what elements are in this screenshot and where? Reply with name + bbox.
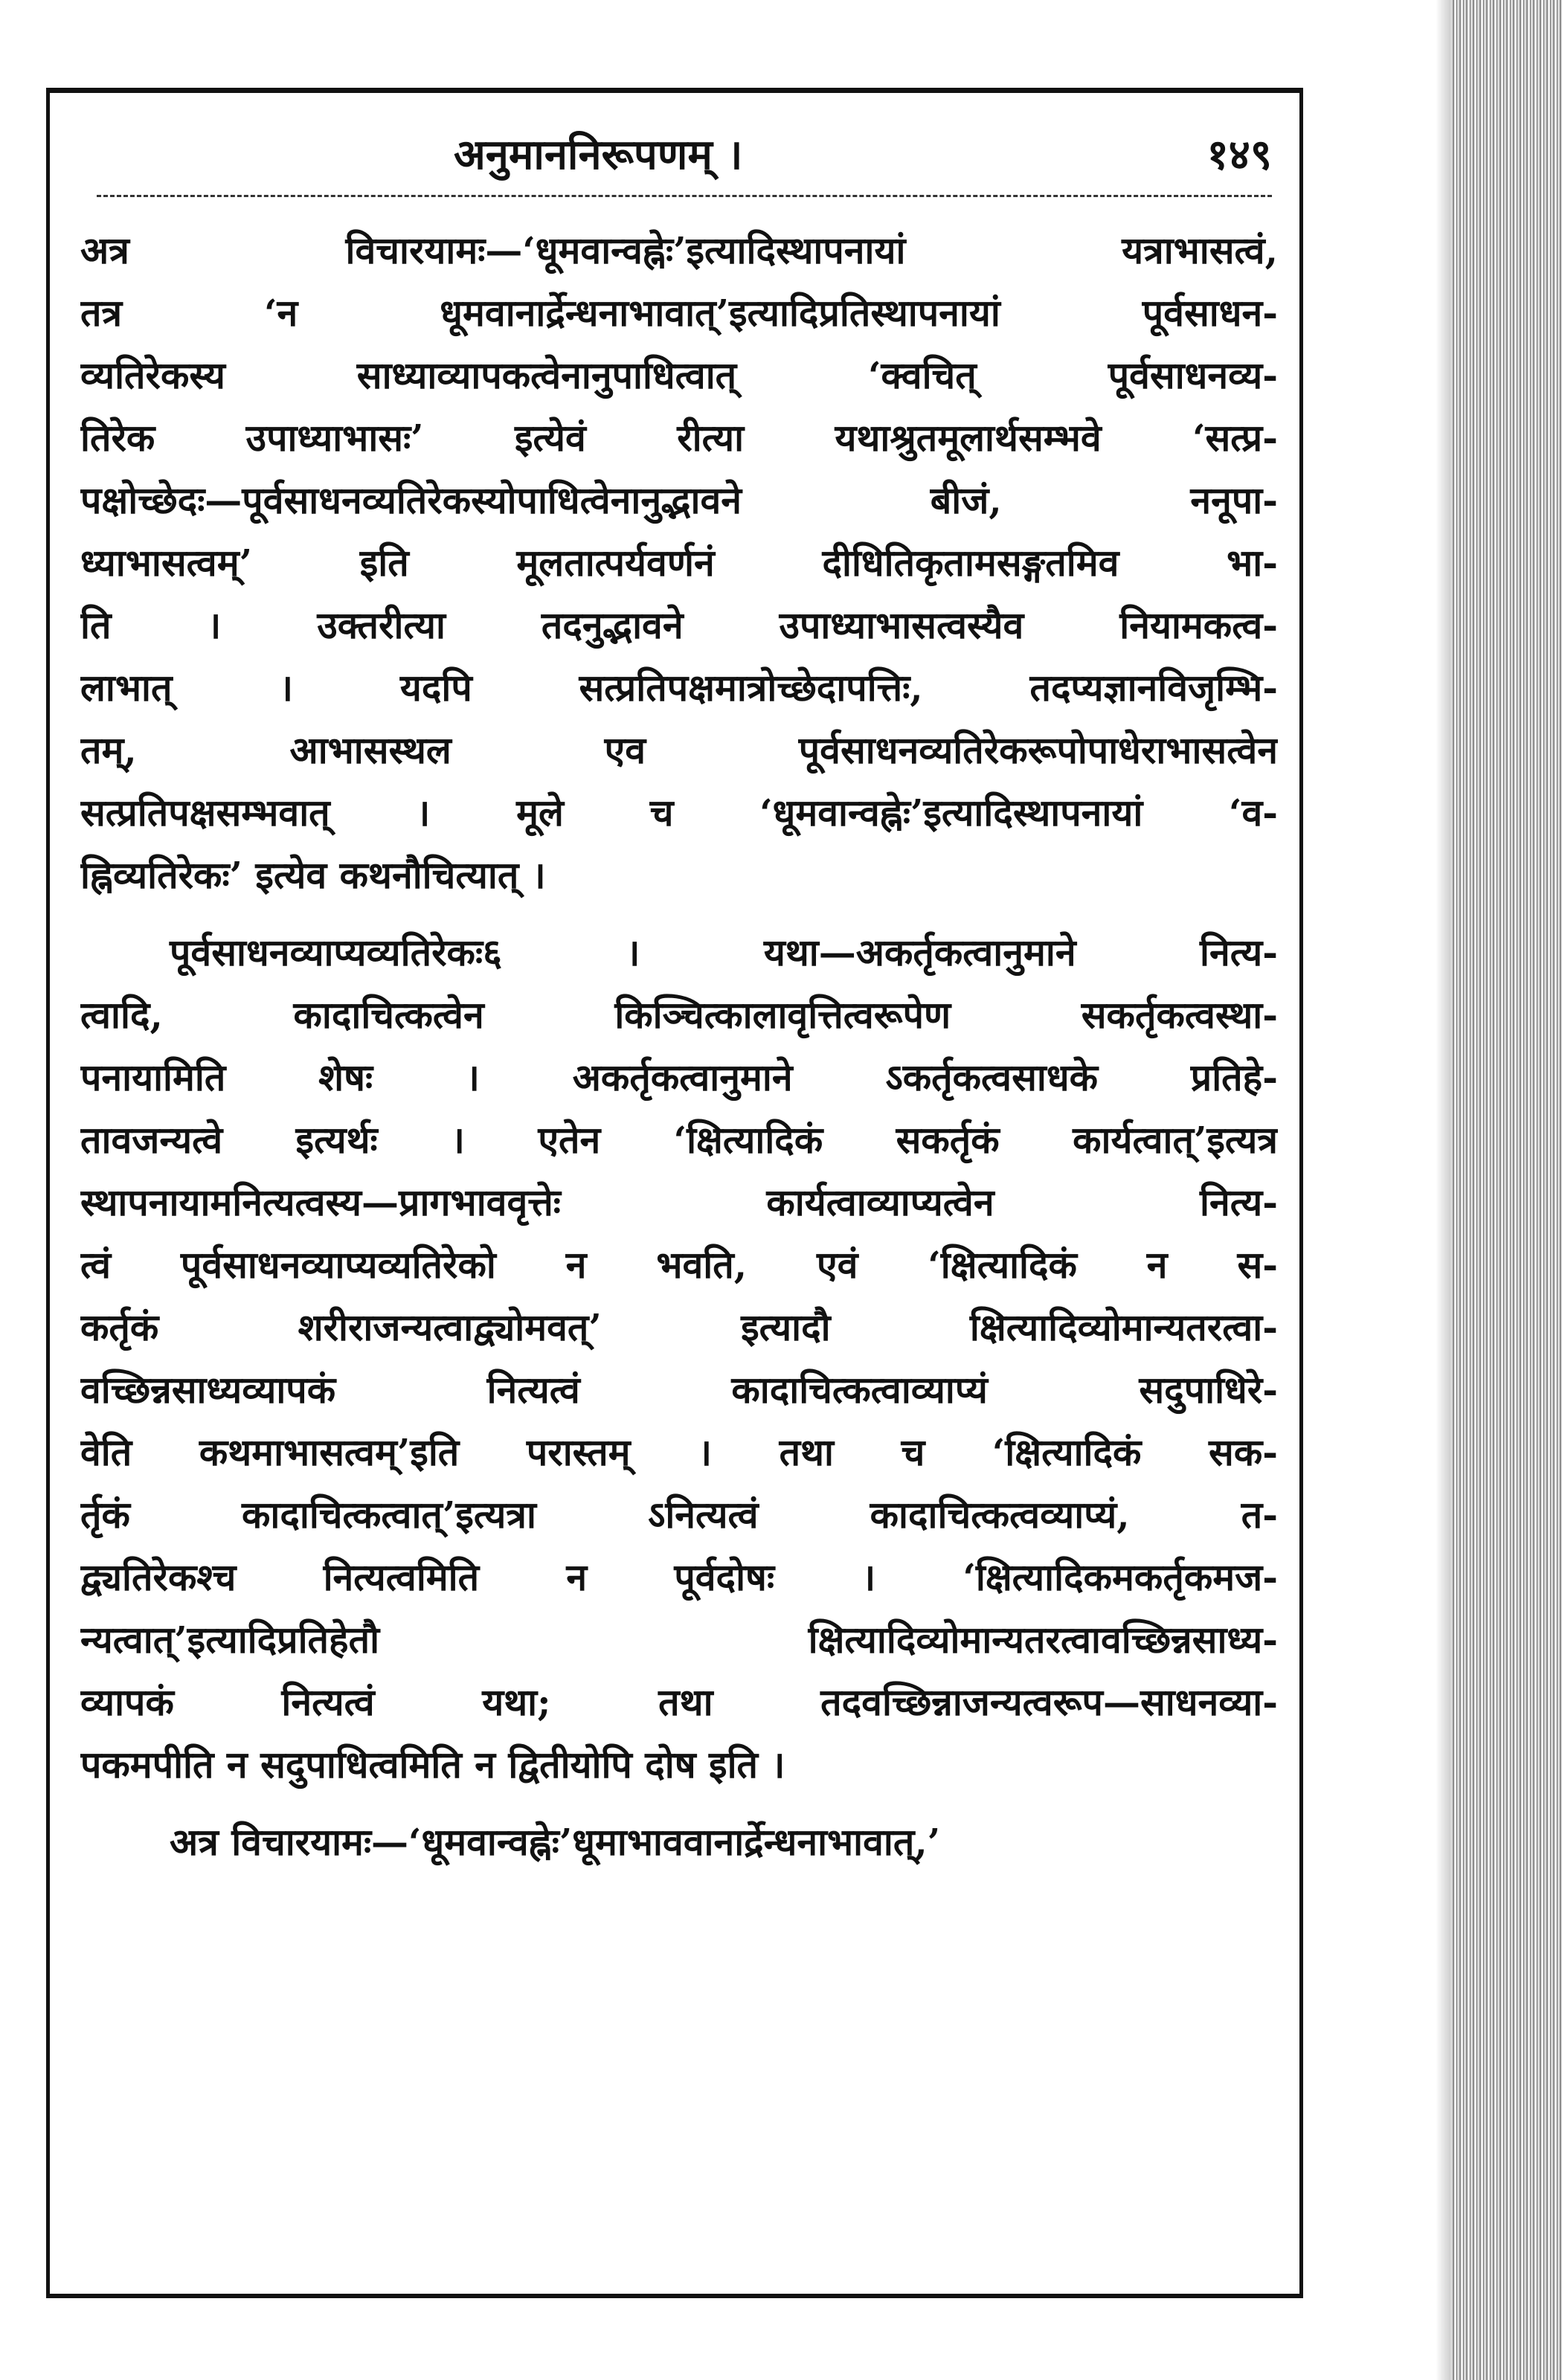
paragraph-gap [80, 1796, 1278, 1811]
body-text [80, 219, 1278, 1874]
page-number: १४९ [1206, 130, 1272, 179]
text-line: स्थापनायामनित्यत्वस्य—प्रागभाववृत्तेः कार्यत्वाव्याप्यत्वेन नित्य- [80, 1180, 1278, 1224]
paragraph-1 [80, 219, 1278, 907]
text-line: पनायामिति शेषः । अकर्तृकत्वानुमाने ऽकर्तृकत्वसाधके प्रतिहे- [80, 1055, 1278, 1099]
text-line: पक्षोच्छेदः—पूर्वसाधनव्यतिरेकस्योपाधित्वेनानुद्भावने बीजं, ननूपा- [80, 478, 1278, 522]
running-title: अनुमाननिरूपणम् । [454, 130, 743, 179]
text-line: र्तृकं कादाचित्कत्वात्’इत्यत्रा ऽनित्यत्वं कादाचित्कत्वव्याप्यं, त- [80, 1493, 1278, 1537]
text-line: वेति कथमाभासत्वम्’इति परास्तम् । तथा च ‘क्षित्यादिकं सक- [80, 1430, 1278, 1474]
page-header [97, 119, 1272, 186]
text-line: पूर्वसाधनव्याप्यव्यतिरेकः६ । यथा—अकर्तृकत्वानुमाने नित्य- [170, 930, 1278, 974]
text-line: तिरेक उपाध्याभासः’ इत्येवं रीत्या यथाश्रुतमूलार्थसम्भवे ‘सत्प्र- [80, 416, 1278, 460]
text-line: ह्निव्यतिरेकः’ इत्येव कथनौचित्यात् । [80, 853, 546, 897]
paragraph-2 [80, 922, 1278, 1796]
text-line: तावजन्यत्वे इत्यर्थः । एतेन ‘क्षित्यादिकं सकर्तृकं कार्यत्वात्’इत्यत्र [80, 1118, 1278, 1162]
paragraph-3 [80, 1811, 1278, 1874]
text-line: ति । उक्तरीत्या तदनुद्भावने उपाध्याभासत्वस्यैव नियामकत्व- [80, 603, 1278, 647]
text-line: सत्प्रतिपक्षसम्भवात् । मूले च ‘धूमवान्वह्नेः’इत्यादिस्थापनायां ‘व- [80, 791, 1278, 834]
text-line: कर्तृकं शरीराजन्यत्वाद्व्योमवत्’ इत्यादौ क्षित्यादिव्योमान्यतरत्वा- [80, 1305, 1278, 1349]
text-line: वच्छिन्नसाध्यव्यापकं नित्यत्वं कादाचित्कत्वाव्याप्यं सदुपाधिरे- [80, 1368, 1278, 1412]
header-rule [97, 195, 1272, 197]
text-line: व्यतिरेकस्य साध्याव्यापकत्वेनानुपाधित्वात् ‘क्वचित् पूर्वसाधनव्य- [80, 353, 1278, 397]
text-line: ध्याभासत्वम्’ इति मूलतात्पर्यवर्णनं दीधितिकृतामसङ्गतमिव भा- [80, 541, 1278, 585]
book-gutter-shadow [1436, 0, 1450, 2380]
text-line: लाभात् । यदपि सत्प्रतिपक्षमात्रोच्छेदापत्तिः, तदप्यज्ञानविजृम्भि- [80, 666, 1278, 710]
text-line: अत्र विचारयामः—‘धूमवान्वह्नेः’इत्यादिस्थापनायां यत्राभासत्वं, [80, 228, 1278, 272]
text-line: द्व्यतिरेकश्च नित्यत्वमिति न पूर्वदोषः । ‘क्षित्यादिकमकर्तृकमज- [80, 1555, 1278, 1599]
book-page-edges [1450, 0, 1562, 2380]
text-line: त्वादि, कादाचित्कत्वेन किञ्चित्कालावृत्तित्वरूपेण सकर्तृकत्वस्था- [80, 993, 1278, 1037]
text-line: तत्र ‘न धूमवानार्द्रेन्धनाभावात्’इत्यादिप्रतिस्थापनायां पूर्वसाधन- [80, 291, 1278, 335]
text-line: पकमपीति न सदुपाधित्वमिति न द्वितीयोपि दोष इति । [80, 1743, 785, 1786]
text-line: न्यत्वात्’इत्यादिप्रतिहेतौ क्षित्यादिव्योमान्यतरत्वावच्छिन्नसाध्य- [80, 1618, 1278, 1662]
text-line: व्यापकं नित्यत्वं यथा; तथा तदवच्छिन्नाजन्यत्वरूप—साधनव्या- [80, 1680, 1278, 1724]
text-line: त्वं पूर्वसाधनव्याप्यव्यतिरेको न भवति, एवं ‘क्षित्यादिकं न स- [80, 1243, 1278, 1287]
text-line: अत्र विचारयामः—‘धूमवान्वह्नेः’धूमाभाववानार्द्रेन्धनाभावात्,’ [170, 1820, 941, 1864]
text-line: तम्, आभासस्थल एव पूर्वसाधनव्यतिरेकरूपोपाधेराभासत्वेन [80, 728, 1278, 772]
paragraph-gap [80, 907, 1278, 922]
